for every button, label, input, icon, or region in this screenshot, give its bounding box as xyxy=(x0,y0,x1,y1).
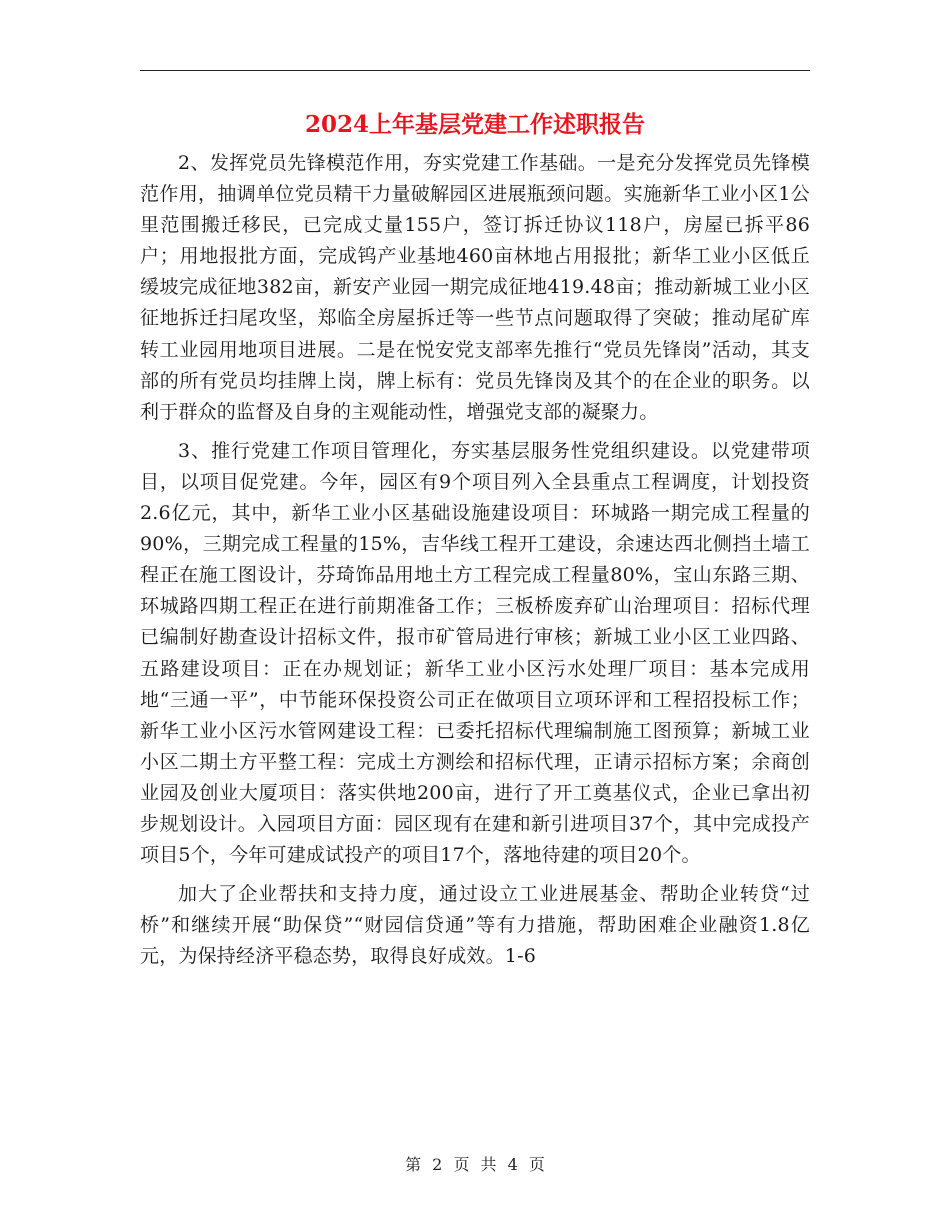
paragraph-project-management: 3、推行党建工作项目管理化，夯实基层服务性党组织建设。以党建带项目，以项目促党建。今年，园区有9个项目列入全县重点工程调度，计划投资2.6亿元，其中，新华工业小区基础设施建设项目：环城路一期完成工程量的90%，三期完成工程量的15%，吉华线工程开工建设，余速达西北侧挡土墙工程正在施工图设计，芬琦饰品用地土方工程完成工程量80%，宝山东路三期、环城路四期工程正在进行前期准备工作；三板桥废弃矿山治理项目：招标代理已编制好勘查设计招标文件，报市矿管局进行审核；新城工业小区工业四路、五路建设项目：正在办规划证；新华工业小区污水处理厂项目：基本完成用地“三通一平”，中节能环保投资公司正在做项目立项环评和工程招投标工作；新华工业小区污水管网建设工程：已委托招标代理编制施工图预算；新城工业小区二期土方平整工程：完成土方测绘和招标代理，正请示招标方案；余商创业园及创业大厦项目：落实供地200亩，进行了开工奠基仪式，企业已拿出初步规划设计。入园项目方面：园区现有在建和新引进项目37个，其中完成投产项目5个，今年可建成试投产的项目17个，落地待建的项目20个。 xyxy=(140,439,810,867)
header-rule xyxy=(140,70,810,71)
paragraph-enterprise-support: 加大了企业帮扶和支持力度，通过设立工业进展基金、帮助企业转贷“过桥”和继续开展“助保贷”“财园信贷通”等有力措施，帮助困难企业融资1.8亿元，为保持经济平稳态势，取得良好成效。1-6 xyxy=(140,883,810,968)
document-body xyxy=(140,148,810,972)
document-title: 2024上年基层党建工作述职报告 xyxy=(304,111,645,138)
page-number-footer: 第 2 页 共 4 页 xyxy=(405,1155,545,1174)
paragraph-vanguard: 2、发挥党员先锋模范作用，夯实党建工作基础。一是充分发挥党员先锋模范作用，抽调单位党员精干力量破解园区进展瓶颈问题。实施新华工业小区1公里范围搬迁移民，已完成丈量155户，签订拆迁协议118户，房屋已拆平86户；用地报批方面，完成钨产业基地460亩林地占用报批；新华工业小区低丘缓坡完成征地382亩，新安产业园一期完成征地419.48亩；推动新城工业小区征地拆迁扫尾攻坚，郑临全房屋拆迁等一些节点问题取得了突破；推动尾矿库转工业园用地项目进展。二是在悦安党支部率先推行“党员先锋岗”活动，其支部的所有党员均挂牌上岗，牌上标有：党员先锋岗及其个的在企业的职务。以利于群众的监督及自身的主观能动性，增强党支部的凝聚力。 xyxy=(140,152,810,423)
